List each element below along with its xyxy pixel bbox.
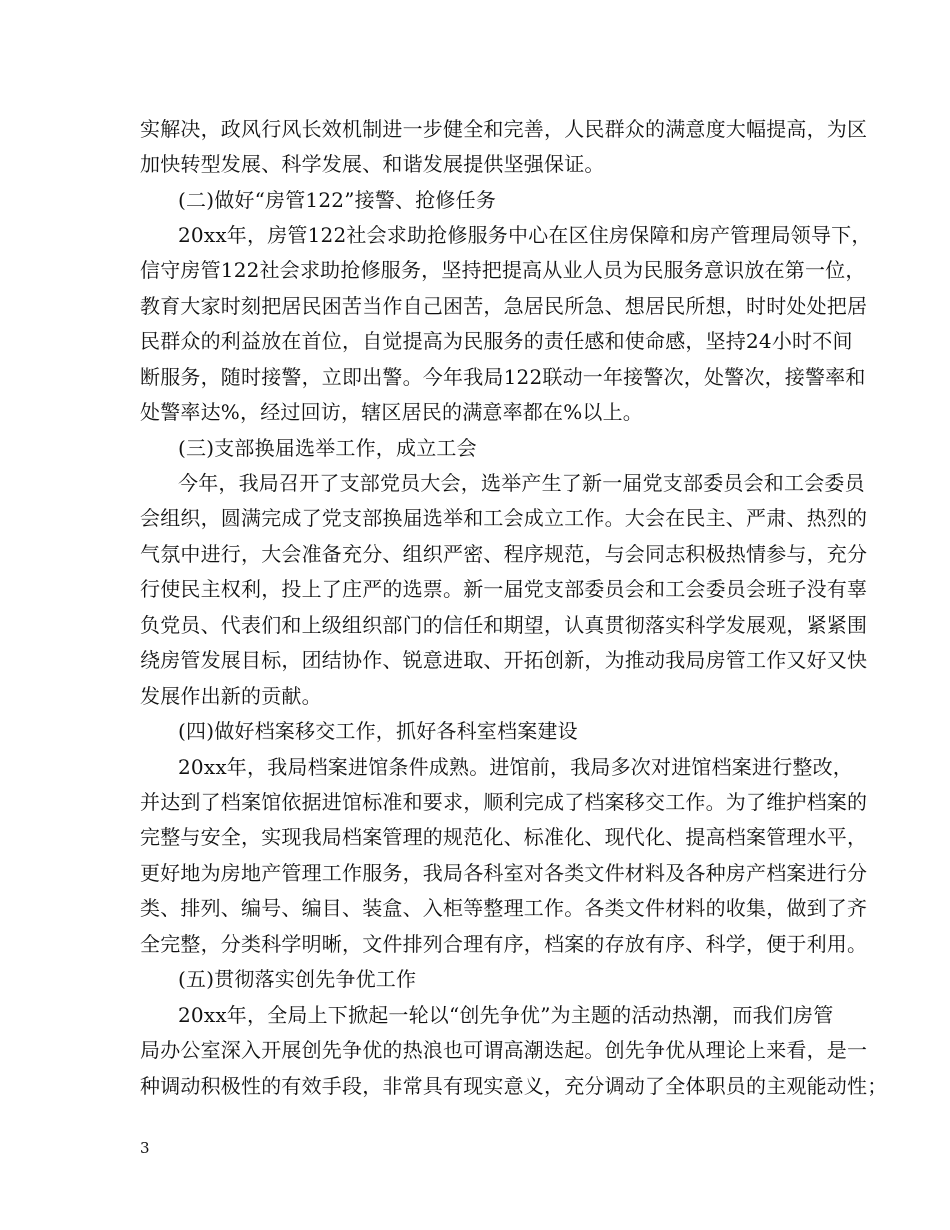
section-heading: (四)做好档案移交工作，抓好各科室档案建设 [178,719,578,743]
body-text-line: 信守房管122社会求助抢修服务，坚持把提高从业人员为民服务意识放在第一位， [140,258,866,282]
body-text-line: 负党员、代表们和上级组织部门的信任和期望，认真贯彻落实科学发展观，紧紧围 [140,613,868,637]
section-heading: (五)贯彻落实创先争优工作 [178,967,417,991]
body-text-line: 教育大家时刻把居民困苦当作自己困苦，急居民所急、想居民所想，时时处处把居 [140,294,868,318]
section-heading: (二)做好“房管122”接警、抢修任务 [178,188,497,212]
body-text-line: 民群众的利益放在首位，自觉提高为民服务的责任感和使命感，坚持24小时不间 [140,329,853,353]
paragraph-first-line: 今年，我局召开了支部党员大会，选举产生了新一届党支部委员会和工会委员 [178,471,865,495]
paragraph-first-line: 20xx年，房管122社会求助抢修服务中心在区住房保障和房产管理局领导下， [178,223,872,247]
body-text-line: 实解决，政风行风长效机制进一步健全和完善，人民群众的满意度大幅提高，为区 [140,117,868,141]
body-text-line: 气氛中进行，大会准备充分、组织严密、程序规范，与会同志积极热情参与，充分 [140,542,868,566]
section-heading: (三)支部换届选举工作，成立工会 [178,436,477,460]
body-text-line: 局办公室深入开展创先争优的热浪也可谓高潮迭起。创先争优从理论上来看，是一 [140,1038,868,1062]
body-text-line: 处警率达%，经过回访，辖区居民的满意率都在%以上。 [140,400,644,424]
body-text-line: 发展作出新的贡献。 [140,684,322,708]
body-text-line: 会组织，圆满完成了党支部换届选举和工会成立工作。大会在民主、严肃、热烈的 [140,506,868,530]
body-text-line: 更好地为房地产管理工作服务，我局各科室对各类文件材料及各种房产档案进行分 [140,861,868,885]
body-text-line: 完整与安全，实现我局档案管理的规范化、标准化、现代化、提高档案管理水平， [140,825,868,849]
body-text-line: 加快转型发展、科学发展、和谐发展提供坚强保证。 [140,152,605,176]
body-text-line: 种调动积极性的有效手段，非常具有现实意义，充分调动了全体职员的主观能动性； [140,1074,888,1098]
body-text-line: 类、排列、编号、编目、装盒、入柜等整理工作。各类文件材料的收集，做到了齐 [140,896,868,920]
page-number: 3 [140,1139,150,1157]
body-text-line: 行使民主权利，投上了庄严的选票。新一届党支部委员会和工会委员会班子没有辜 [140,577,868,601]
paragraph-first-line: 20xx年，我局档案进馆条件成熟。进馆前，我局多次对进馆档案进行整改， [178,755,854,779]
paragraph-first-line: 20xx年，全局上下掀起一轮以“创先争优”为主题的活动热潮，而我们房管 [178,1003,834,1027]
body-text-line: 全完整，分类科学明晰，文件排列合理有序，档案的存放有序、科学，便于利用。 [140,932,868,956]
body-text-line: 断服务，随时接警，立即出警。今年我局122联动一年接警次，处警次，接警率和 [140,365,866,389]
body-text-line: 并达到了档案馆依据进馆标准和要求，顺利完成了档案移交工作。为了维护档案的 [140,790,868,814]
body-text-line: 绕房管发展目标，团结协作、锐意进取、开拓创新，为推动我局房管工作又好又快 [140,648,868,672]
